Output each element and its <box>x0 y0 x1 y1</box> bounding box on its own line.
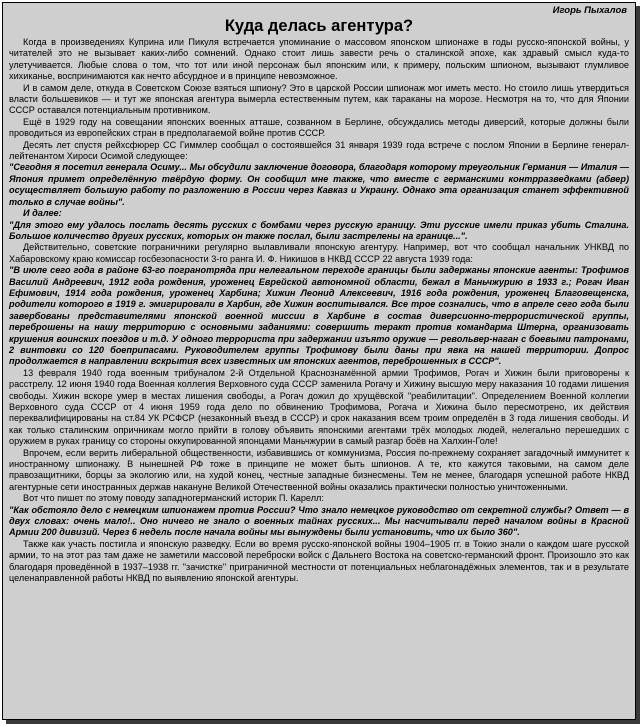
body-paragraph: Также как участь постигла и японскую разведку. Если во время русско-японской войны 1904–1905 гг. в Токио знали о каждом шаге русской армии, то на этот раз там даже не заметили массовой переброски войск с Дальнего Востока на советско-германский фронт. Произошло это как благодаря проведённой в 1937–1938 гг. "зачистке" приграничной местности от потенциальных неблагонадёжных элементов, так и в результате целенаправленной работы НКВД по выявлению японской агентуры. <box>9 538 629 584</box>
body-paragraph: Действительно, советские пограничники регулярно вылавливали японскую агентуру. Например, вот что сообщал начальник УНКВД по Хабаровскому краю комиссар госбезопасности 3-го ранга И. Ф. Никишов в НКВД СССР 22 августа 1939 года: <box>9 242 629 264</box>
body-paragraph: И в самом деле, откуда в Советском Союзе взяться шпиону? Это в царской России шпионаж мог иметь место. Но стоило лишь утвердиться власти большевиков — и тут же японская агентура вымерла естественным путем, как тараканы на морозе. Несмотря на то, что для Японии СССР оставался потенциальным противником. <box>9 82 629 116</box>
body-paragraph: Ещё в 1929 году на совещании японских военных атташе, созванном в Берлине, обсуждались методы диверсий, которые должны были проводиться из европейских стран в предполагаемой войне против СССР. <box>9 116 629 139</box>
body-paragraph: Впрочем, если верить либеральной общественности, избавившись от коммунизма, Россия по-прежнему сохраняет загадочный иммунитет к иностранному шпионажу. В нынешней РФ тоже в принципе не может быть шпионов. А те, кто кажутся таковыми, на самом деле правозащитники, борцы за экологию или, на худой конец, честные западные бизнесмены. Тем не менее, благодаря успешной работе НКВД агентурные сети иностранных держав накануне Великой Отечественной войны оказались практически полностью уничтоженными. <box>9 447 629 492</box>
article-frame <box>2 2 636 720</box>
body-paragraph: Когда в произведениях Куприна или Пикуля встречается упоминание о массовом японском шпионаже в годы русско-японской войны, у читателей это не вызывает каких-либо сомнений. Однако стоит лишь завести речь о сталинской эпохе, как здравый смысл куда-то улетучивается. Любые слова о том, что тот или иной персонаж был японским или, к примеру, польским шпионом, вызывают глумливое хихиканье, воспринимаются как нечто абсурдное и в принципе невозможное. <box>9 37 629 82</box>
body-paragraph: 13 февраля 1940 года военным трибуналом 2-й Отдельной Краснознамённой армии Трофимов, Рогач и Хижин были приговорены к расстрелу. 12 июня 1940 года Военная коллегия Верховного суда СССР заменила Рогачу и Хижину высшую меру наказания 10 годами лишения свободы. Хижин вскоре умер в местах лишения свободы, а Рогач дожил до хрущёвской "реабилитации". Определением Военной коллегии Верховного суда СССР от 4 июня 1959 года дело по обвинению Трофимова, Рогача и Хижина было пересмотрено, их действия переквалифицированы на ст.84 УК РСФСР (незаконный въезд в СССР) и срок наказания всем троим определён в 3 года лишения свободы. И как только сталинским опричникам могло прийти в голову объявить японскими агентами трёх молодых людей, нелегально перешедших с оружием в руках границу со стороны оккупированной японцами Маньчжурии в самый разгар боёв на Халхин-Голе! <box>9 367 629 447</box>
author-name: Игорь Пыхалов <box>552 5 627 16</box>
article-title: Куда делась агентура? <box>224 17 414 35</box>
quote-paragraph: "В июле сего года в районе 63-го погранотряда при нелегальном переходе границы были задержаны японские агенты: Трофимов Василий Андреевич, 1912 года рождения, уроженец Еврейской автономной области, бежал в Маньчжурию в 1933 г.; Рогач Иван Ефимович, 1914 года рождения, уроженец Харбина; Хижин Леонид Алексеевич, 1916 года рождения, уроженец Благовещенска, родители которого в 1919 г. эмигрировали в Харбин, где Хижин воспитывался. Все трое сознались, что в апреле сего года были завербованы представителями японской военной миссии в Харбине в состав диверсионно-террористической группы, переброшены на нашу территорию с основными заданиями: совершить теракт против командарма Штерна, организовать крушения воинских поездов и т.д. У одного террориста при задержании изъято оружие — револьвер-наган с боевыми патронами, 2 винтовки со 120 боеприпасами. Руководителем группы Трофимову были даны при явка на нашей территории. Допрос продолжается в направлении вскрытия всех известных им японских агентов, переброшенных в СССР". <box>9 265 629 367</box>
quote-paragraph: "Для этого ему удалось послать десять русских с бомбами через русскую границу. Эти русские имели приказ убить Сталина. Большое количество других русских, которых он также послал, были застрелены на границе...". <box>9 219 629 241</box>
quote-paragraph: "Сегодня я посетил генерала Осиму... Мы обсудили заключение договора, благодаря которому треугольник Германия — Италия — Япония примет определённую твёрдую форму. Он сообщил мне также, что вместе с германскими контрразведками (абвер) осуществляет большую работу по разложению в России через Кавказ и Украину. Однако эта организация станет эффективной только в случае войны". <box>9 162 629 207</box>
article-content <box>3 3 635 585</box>
quote-paragraph: И далее: <box>23 208 62 219</box>
quote-paragraph: "Как обстояло дело с немецким шпионажем против России? Что знало немецкое руководство от секретной службы? Ответ — в двух словах: очень мало!.. Оно ничего не знало о военных тайнах русских... Мы насчитывали перед началом войны в Красной Армии 200 дивизий. Через 6 недель после начала войны мы вынуждены были установить, что их было 360". <box>9 504 629 538</box>
body-paragraph: Вот что пишет по этому поводу западногерманский историк П. Карелл: <box>23 493 324 504</box>
body-paragraph: Десять лет спустя рейхсфюрер СС Гиммлер сообщал о состоявшейся 31 января 1939 года встрече с послом Японии в Берлине генерал-лейтенантом Хироси Осимой следующее: <box>9 139 629 162</box>
article-body <box>9 37 629 585</box>
